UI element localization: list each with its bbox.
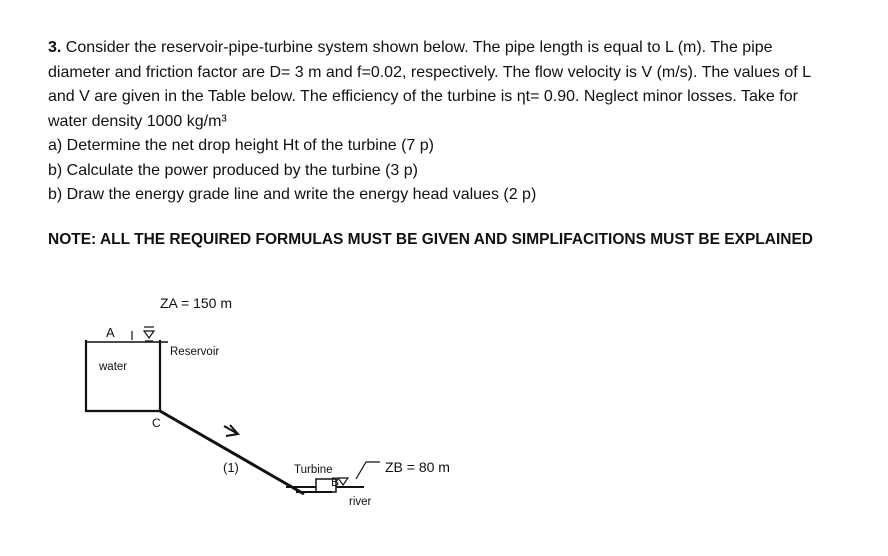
flow-arrow-icon — [224, 425, 238, 436]
point-b-label: B — [331, 475, 340, 489]
note: NOTE: ALL THE REQUIRED FORMULAS MUST BE GIVEN AND SIMPLIFACITIONS MUST BE EXPLAINED — [48, 231, 813, 248]
problem-parts — [48, 134, 536, 208]
zb-label: ZB = 80 m — [385, 459, 450, 475]
part-c: b) Draw the energy grade line and write the energy head values (2 p) — [48, 186, 537, 203]
za-label: ZA = 150 m — [160, 295, 232, 311]
river-label: river — [349, 496, 372, 508]
water-label: water — [99, 361, 128, 373]
problem-text — [48, 36, 838, 134]
problem-number: 3. — [48, 39, 62, 56]
system-diagram — [0, 280, 888, 556]
pipe-1 — [160, 411, 304, 494]
part-b: b) Calculate the power produced by the turbine (3 p) — [48, 161, 418, 179]
pipe-label: (1) — [223, 460, 239, 475]
reservoir-tank — [86, 340, 160, 411]
problem-body: Consider the reservoir-pipe-turbine system shown below. The pipe length is equal to L (m). The pipe diameter and friction factor are D= 3 m and f=0.02, respectively. The flow velocity is V (m/s). The values of L and V are given in the Table below. The efficiency of the turbine is ηt= 0.90. Neglect minor losses. Take for water density 1000 kg/m³ — [48, 39, 811, 130]
point-a-label: A — [106, 325, 115, 340]
turbine-label: Turbine — [294, 464, 333, 476]
problem-statement — [48, 36, 838, 134]
river-level-icon — [338, 462, 380, 487]
reservoir-label: Reservoir — [170, 346, 220, 358]
point-c-label: C — [152, 416, 161, 430]
part-a: a) Determine the net drop height Ht of the turbine (7 p) — [48, 137, 434, 154]
water-level-icon — [144, 327, 154, 341]
